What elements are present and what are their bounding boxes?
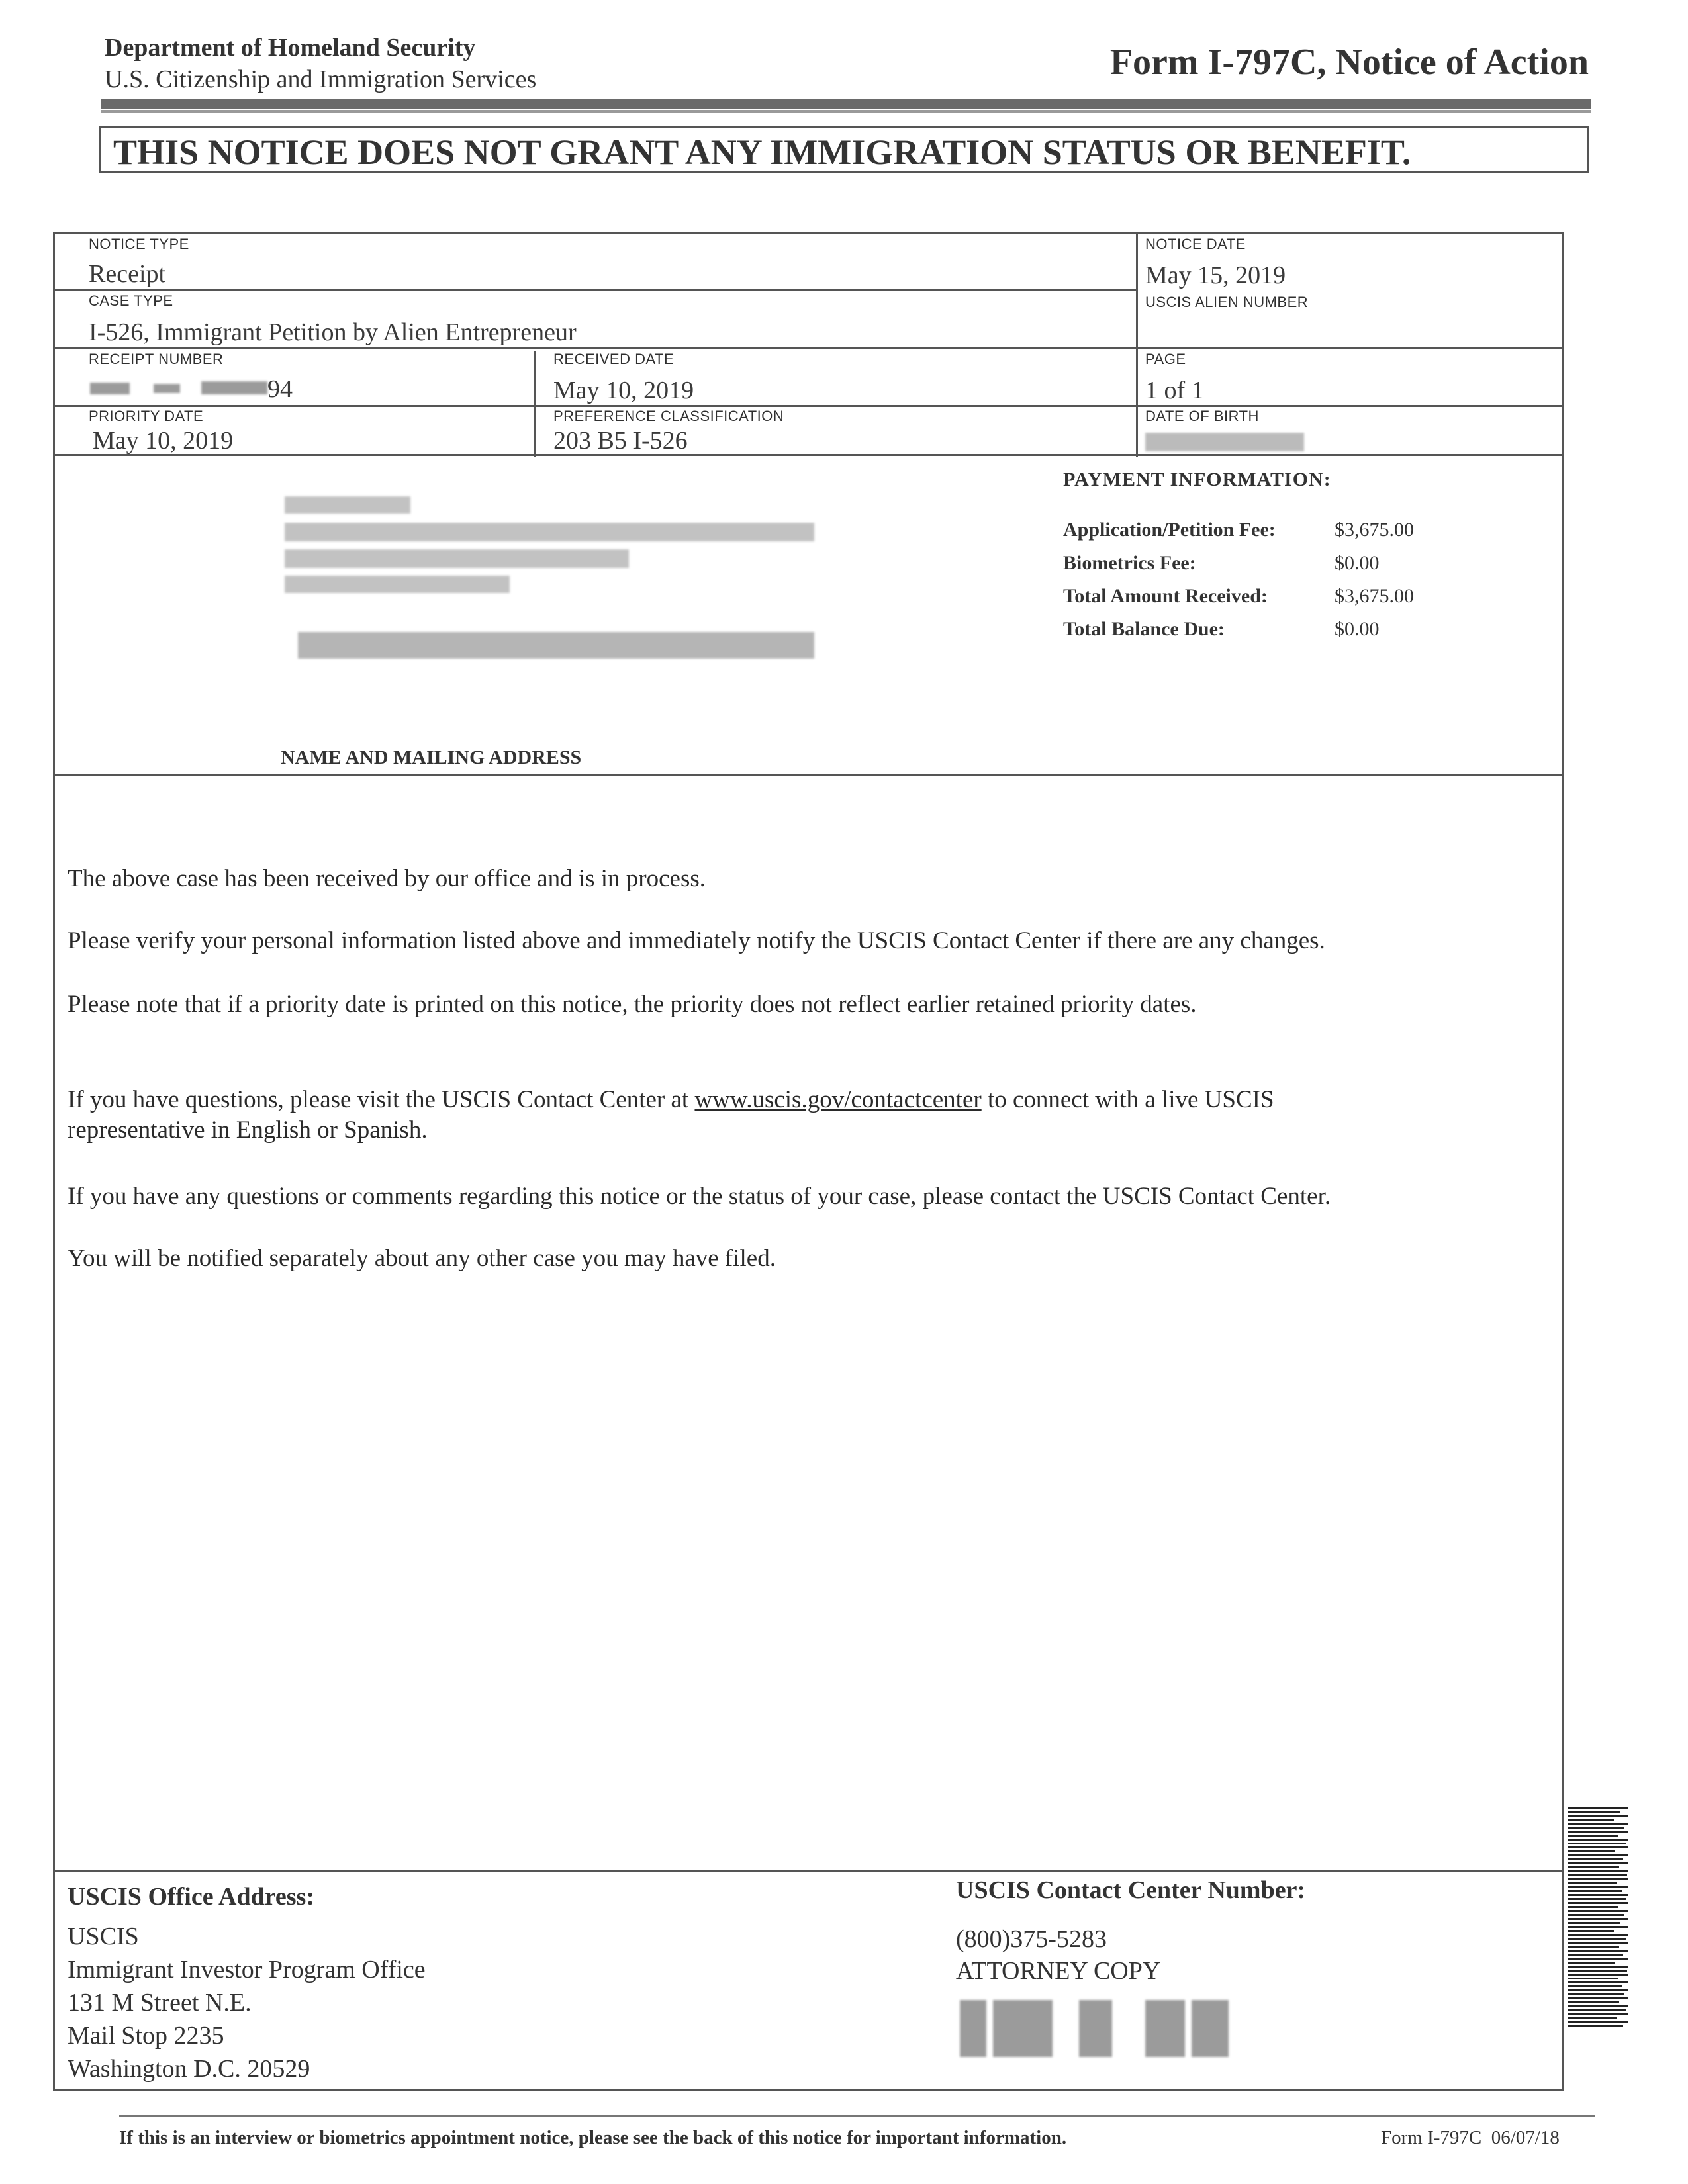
barcode — [1568, 1807, 1631, 2029]
office-address-line: Immigrant Investor Program Office — [68, 1956, 426, 1983]
received-date-value: May 10, 2019 — [553, 377, 694, 404]
header-rule-thin — [101, 110, 1591, 113]
office-address-line: Washington D.C. 20529 — [68, 2055, 310, 2083]
mailing-address-label: NAME AND MAILING ADDRESS — [281, 747, 582, 768]
grid-vline-right — [1136, 232, 1138, 457]
payment-row-value: $3,675.00 — [1335, 519, 1414, 541]
attorney-id-redaction — [993, 2000, 1053, 2057]
footer-form-id: Form I-797C 06/07/18 — [1381, 2127, 1560, 2148]
receipt-number-value: 94 — [267, 375, 293, 403]
receipt-number-redaction — [201, 381, 267, 394]
received-date-label: RECEIVED DATE — [553, 351, 675, 367]
notice-type-label: NOTICE TYPE — [89, 236, 189, 252]
preference-value: 203 B5 I-526 — [553, 427, 688, 455]
notice-date-value: May 15, 2019 — [1145, 261, 1286, 289]
page-value: 1 of 1 — [1145, 377, 1204, 404]
receipt-number-redaction — [90, 383, 130, 394]
payment-row-label: Total Balance Due: — [1063, 618, 1225, 640]
grid-hline-2 — [53, 347, 1564, 349]
dob-redaction — [1145, 433, 1304, 451]
body-text-segment: to connect with a live USCIS — [981, 1086, 1274, 1113]
payment-row-label: Application/Petition Fee: — [1063, 519, 1276, 541]
attorney-id-redaction — [960, 2000, 986, 2057]
body-paragraph: You will be notified separately about any other case you may have filed. — [68, 1245, 776, 1272]
attorney-id-redaction — [1079, 2000, 1112, 2057]
address-redaction-line — [285, 496, 410, 514]
payment-row-label: Biometrics Fee: — [1063, 552, 1196, 574]
body-paragraph — [68, 1085, 1274, 1114]
footer-note: If this is an interview or biometrics appointment notice, please see the back of this notice for important information. — [119, 2127, 1067, 2148]
address-redaction-line — [298, 632, 814, 659]
payment-row-value: $3,675.00 — [1335, 585, 1414, 607]
body-paragraph: If you have any questions or comments regarding this notice or the status of your case, please contact the USCIS Contact Center. — [68, 1183, 1331, 1210]
notice-date-label: NOTICE DATE — [1145, 236, 1246, 252]
attorney-copy-label: ATTORNEY COPY — [956, 1957, 1161, 1985]
office-address-line: Mail Stop 2235 — [68, 2022, 224, 2050]
receipt-number-label: RECEIPT NUMBER — [89, 351, 224, 367]
alien-number-label: USCIS ALIEN NUMBER — [1145, 294, 1309, 310]
agency-name: U.S. Citizenship and Immigration Services — [105, 66, 537, 93]
priority-date-label: PRIORITY DATE — [89, 408, 204, 424]
body-paragraph: Please note that if a priority date is printed on this notice, the priority does not reflect earlier retained priority dates. — [68, 991, 1197, 1018]
receipt-number-redaction — [154, 384, 180, 393]
form-title: Form I-797C, Notice of Action — [1109, 42, 1589, 83]
notice-frame — [53, 232, 1564, 2091]
payment-title: PAYMENT INFORMATION: — [1063, 469, 1331, 490]
attorney-id-redaction — [1145, 2000, 1185, 2057]
bottom-section-divider — [53, 1870, 1564, 1872]
body-paragraph: representative in English or Spanish. — [68, 1116, 428, 1144]
notice-type-value: Receipt — [89, 260, 166, 288]
office-address-line: 131 M Street N.E. — [68, 1989, 252, 2017]
payment-row-value: $0.00 — [1335, 552, 1380, 574]
office-address-title: USCIS Office Address: — [68, 1883, 314, 1911]
dob-label: DATE OF BIRTH — [1145, 408, 1259, 424]
body-text-segment: If you have questions, please visit the USCIS Contact Center at — [68, 1086, 695, 1113]
payment-row-label: Total Amount Received: — [1063, 585, 1268, 607]
case-type-label: CASE TYPE — [89, 293, 173, 309]
contact-center-link[interactable]: www.uscis.gov/contactcenter — [694, 1086, 982, 1113]
address-redaction-line — [285, 576, 510, 593]
page-label: PAGE — [1145, 351, 1186, 367]
body-paragraph: Please verify your personal information listed above and immediately notify the USCIS Contact Center if there are any changes. — [68, 927, 1325, 954]
contact-center-title: USCIS Contact Center Number: — [956, 1876, 1306, 1904]
address-redaction-line — [285, 549, 629, 568]
grid-hline-4 — [53, 454, 1564, 456]
disclaimer-text: THIS NOTICE DOES NOT GRANT ANY IMMIGRATION STATUS OR BENEFIT. — [113, 132, 1411, 172]
address-redaction-line — [285, 523, 814, 541]
priority-date-value: May 10, 2019 — [93, 427, 234, 455]
attorney-id-redaction — [1192, 2000, 1229, 2057]
body-paragraph: The above case has been received by our office and is in process. — [68, 865, 706, 892]
preference-label: PREFERENCE CLASSIFICATION — [553, 408, 784, 424]
payment-row-value: $0.00 — [1335, 618, 1380, 640]
office-address-line: USCIS — [68, 1923, 139, 1950]
contact-center-phone: (800)375-5283 — [956, 1925, 1107, 1953]
grid-vline-mid — [534, 351, 536, 457]
footer-rule — [119, 2115, 1595, 2117]
grid-hline-1 — [53, 289, 1136, 291]
address-section-divider — [53, 774, 1564, 776]
grid-hline-3 — [53, 405, 1564, 407]
case-type-value: I-526, Immigrant Petition by Alien Entrepreneur — [89, 318, 577, 346]
department-name: Department of Homeland Security — [105, 34, 476, 62]
disclaimer-banner — [99, 126, 1589, 173]
header-rule — [101, 99, 1591, 109]
